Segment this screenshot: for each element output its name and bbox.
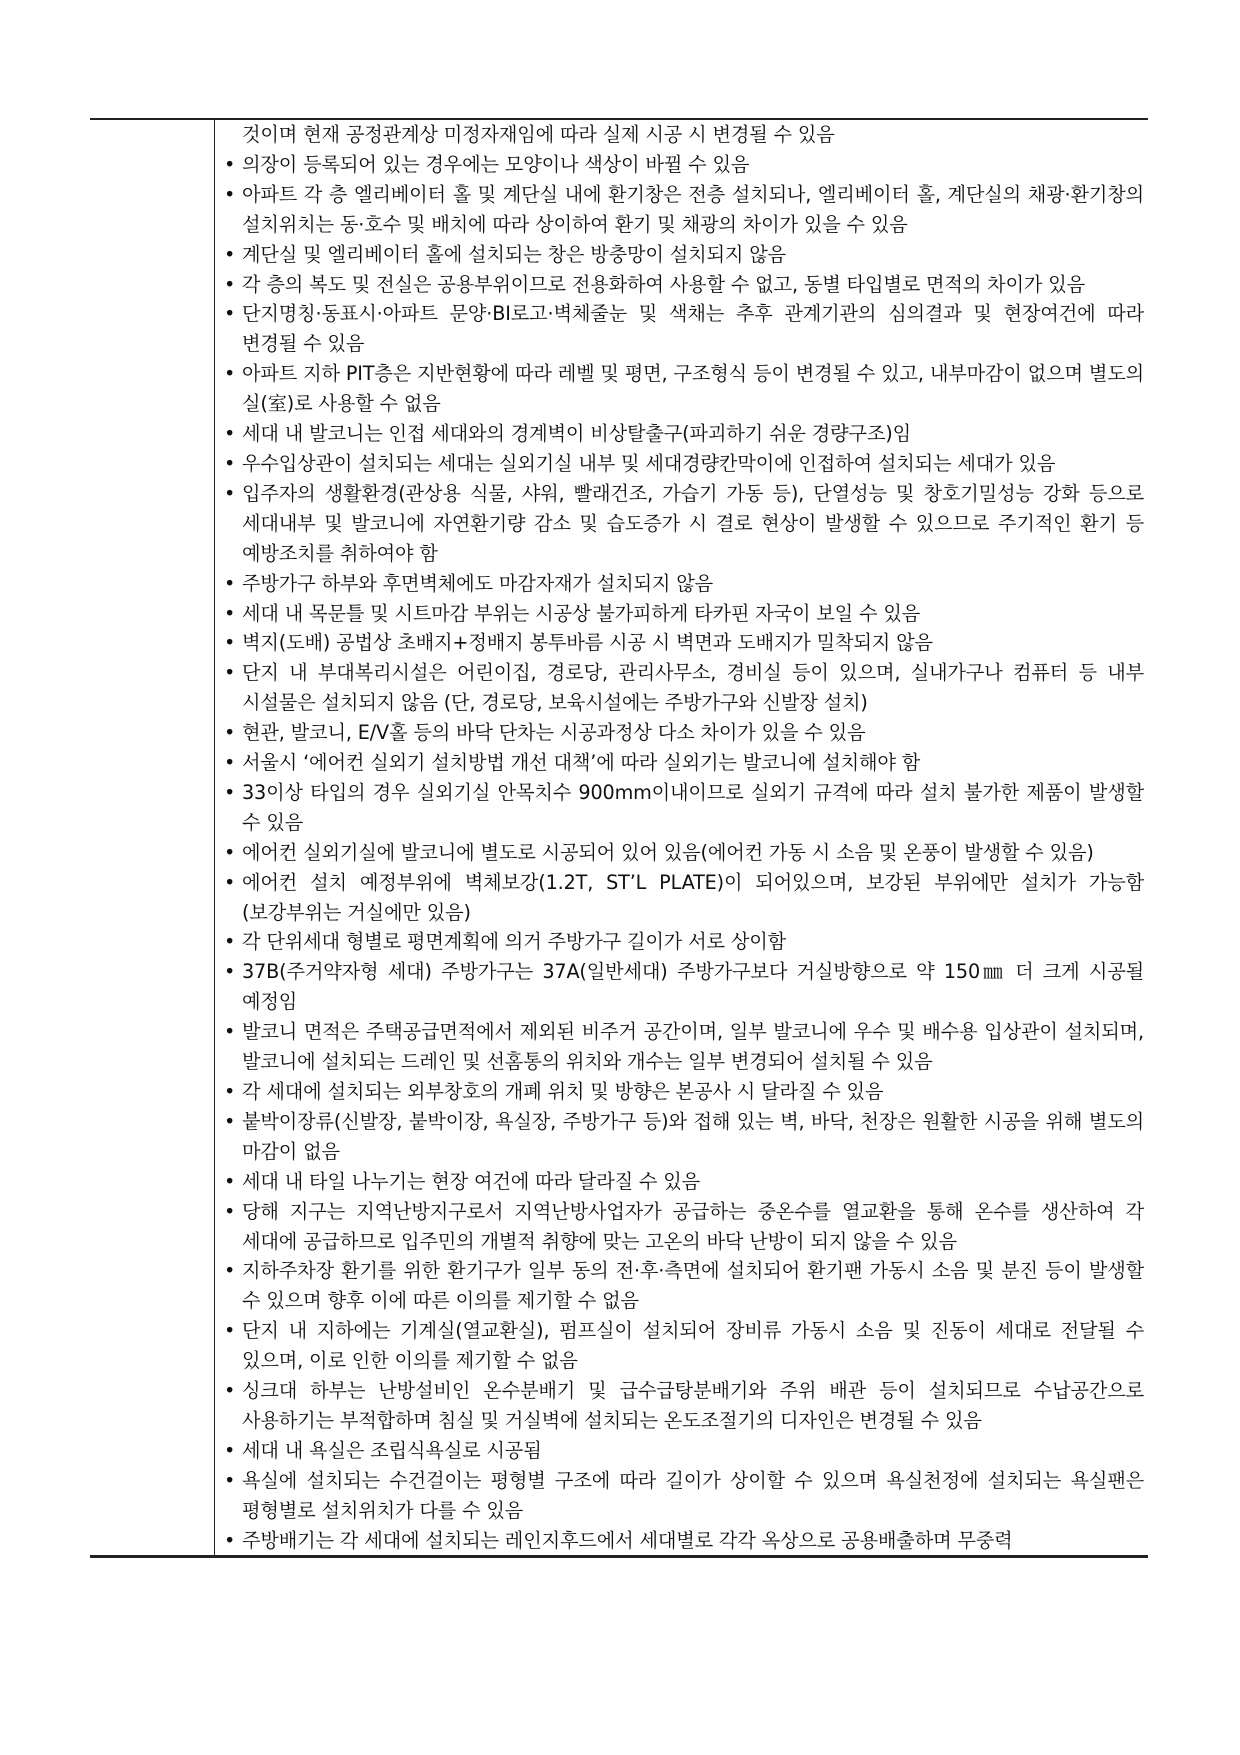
note-item: • 에어컨 설치 예정부위에 벽체보강(1.2T, ST’L PLATE)이 되어있으며, 보강된 부위에만 설치가 가능함 (보강부위는 거실에만 있음) — [224, 868, 1144, 928]
bullet: • — [224, 302, 236, 326]
note-item: • 단지 내 지하에는 기계실(열교환실), 펌프실이 설치되어 장비류 가동시 소음 및 진동이 세대로 전달될 수 있으며, 이로 인한 이의를 제기할 수 없음 — [224, 1316, 1144, 1376]
bullet: • — [224, 152, 236, 176]
bullet: • — [224, 1438, 236, 1462]
notes-content — [216, 120, 1144, 1555]
note-item: • 에어컨 실외기실에 발코니에 별도로 시공되어 있어 있음(에어컨 가동 시 소음 및 온풍이 발생할 수 있음) — [224, 838, 1144, 868]
note-item: • 서울시 ‘에어컨 실외기 설치방법 개선 대책’에 따라 실외기는 발코니에 설치해야 함 — [224, 748, 1144, 778]
bullet: • — [224, 242, 236, 266]
bullet: • — [224, 1528, 236, 1552]
bullet: • — [224, 451, 236, 475]
note-item: • 벽지(도배) 공법상 초배지+정배지 봉투바름 시공 시 벽면과 도배지가 밀착되지 않음 — [224, 628, 1144, 658]
note-item: • 지하주차장 환기를 위한 환기구가 일부 동의 전·후·측면에 설치되어 환기팬 가동시 소음 및 분진 등이 발생할 수 있으며 향후 이에 따른 이의를 제기할 수 없음 — [224, 1256, 1144, 1316]
bullet: • — [224, 1020, 236, 1044]
note-item: • 주방배기는 각 세대에 설치되는 레인지후드에서 세대별로 각각 옥상으로 공용배출하며 무중력 — [224, 1526, 1144, 1556]
note-item: • 의장이 등록되어 있는 경우에는 모양이나 색상이 바뀔 수 있음 — [224, 150, 1144, 180]
bullet: • — [224, 1468, 236, 1492]
note-item: • 단지명칭·동표시·아파트 문양·BI로고·벽체줄눈 및 색채는 추후 관계기관의 심의결과 및 현장여건에 따라 변경될 수 있음 — [224, 299, 1144, 359]
bullet: • — [224, 870, 236, 894]
note-continuation: 것이며 현재 공정관계상 미정자재임에 따라 실제 시공 시 변경될 수 있음 — [242, 123, 835, 146]
note-item: • 욕실에 설치되는 수건걸이는 평형별 구조에 따라 길이가 상이할 수 있으며 욕실천정에 설치되는 욕실팬은 평형별로 설치위치가 다를 수 있음 — [224, 1466, 1144, 1526]
bullet: • — [224, 272, 236, 296]
bullet: • — [224, 601, 236, 625]
notes-table — [90, 118, 1148, 1558]
note-item: • 각 단위세대 형별로 평면계획에 의거 주방가구 길이가 서로 상이함 — [224, 927, 1144, 957]
note-item: • 현관, 발코니, E/V홀 등의 바닥 단차는 시공과정상 다소 차이가 있을 수 있음 — [224, 718, 1144, 748]
bullet: • — [224, 1199, 236, 1223]
note-item: • 아파트 각 층 엘리베이터 홀 및 계단실 내에 환기창은 전층 설치되나, 엘리베이터 홀, 계단실의 채광·환기창의 설치위치는 동·호수 및 배치에 따라 상이하여 환기 및 채광의 차이가 있을 수 있음 — [224, 180, 1144, 240]
bullet: • — [224, 422, 236, 446]
bullet: • — [224, 1169, 236, 1193]
category-cell — [90, 120, 215, 1555]
bullet: • — [224, 930, 236, 954]
note-item: • 단지 내 부대복리시설은 어린이집, 경로당, 관리사무소, 경비실 등이 있으며, 실내가구나 컴퓨터 등 내부 시설물은 설치되지 않음 (단, 경로당, 보육시설에는 주방가구와 신발장 설치) — [224, 658, 1144, 718]
note-item: • 33이상 타입의 경우 실외기실 안목치수 900mm이내이므로 실외기 규격에 따라 설치 불가한 제품이 발생할 수 있음 — [224, 778, 1144, 838]
bullet: • — [224, 780, 236, 804]
bullet: • — [224, 751, 236, 775]
note-item: • 세대 내 타일 나누기는 현장 여건에 따라 달라질 수 있음 — [224, 1167, 1144, 1197]
bullet: • — [224, 362, 236, 386]
note-item: • 입주자의 생활환경(관상용 식물, 샤워, 빨래건조, 가습기 가동 등), 단열성능 및 창호기밀성능 강화 등으로 세대내부 및 발코니에 자연환기량 감소 및 습도증가 시 결로 현상이 발생할 수 있으므로 주기적인 환기 등 예방조치를 취하여야 함 — [224, 479, 1144, 569]
bullet: • — [224, 661, 236, 685]
note-item: • 37B(주거약자형 세대) 주방가구는 37A(일반세대) 주방가구보다 거실방향으로 약 150㎜ 더 크게 시공될 예정임 — [224, 957, 1144, 1017]
note-item: • 세대 내 발코니는 인접 세대와의 경계벽이 비상탈출구(파괴하기 쉬운 경량구조)임 — [224, 419, 1144, 449]
note-item: • 주방가구 하부와 후면벽체에도 마감자재가 설치되지 않음 — [224, 569, 1144, 599]
note-item: • 각 층의 복도 및 전실은 공용부위이므로 전용화하여 사용할 수 없고, 동별 타입별로 면적의 차이가 있음 — [224, 270, 1144, 300]
bullet: • — [224, 1319, 236, 1343]
bullet: • — [224, 840, 236, 864]
note-item: • 아파트 지하 PIT층은 지반현황에 따라 레벨 및 평면, 구조형식 등이 변경될 수 있고, 내부마감이 없으며 별도의 실(室)로 사용할 수 없음 — [224, 359, 1144, 419]
note-item: • 당해 지구는 지역난방지구로서 지역난방사업자가 공급하는 중온수를 열교환을 통해 온수를 생산하여 각 세대에 공급하므로 입주민의 개별적 취향에 맞는 고온의 바닥 난방이 되지 않을 수 있음 — [224, 1197, 1144, 1257]
note-item: • 계단실 및 엘리베이터 홀에 설치되는 창은 방충망이 설치되지 않음 — [224, 240, 1144, 270]
bullet: • — [224, 960, 236, 984]
note-item: • 싱크대 하부는 난방설비인 온수분배기 및 급수급탕분배기와 주위 배관 등이 설치되므로 수납공간으로 사용하기는 부적합하며 침실 및 거실벽에 설치되는 온도조절기의 디자인은 변경될 수 있음 — [224, 1376, 1144, 1436]
bullet: • — [224, 631, 236, 655]
bullet: • — [224, 721, 236, 745]
note-item: • 세대 내 욕실은 조립식욕실로 시공됨 — [224, 1436, 1144, 1466]
bullet: • — [224, 1080, 236, 1103]
note-item: • 붙박이장류(신발장, 붙박이장, 욕실장, 주방가구 등)와 접해 있는 벽, 바닥, 천장은 원활한 시공을 위해 별도의 마감이 없음 — [224, 1107, 1144, 1167]
bullet: • — [224, 182, 236, 206]
note-item: • 각 세대에 설치되는 외부창호의 개폐 위치 및 방향은 본공사 시 달라질 수 있음 — [224, 1077, 1144, 1107]
bullet: • — [224, 1379, 236, 1403]
bullet: • — [224, 1259, 236, 1283]
note-item: • 세대 내 목문틀 및 시트마감 부위는 시공상 불가피하게 타카핀 자국이 보일 수 있음 — [224, 599, 1144, 629]
bullet: • — [224, 481, 236, 505]
note-item: • 우수입상관이 설치되는 세대는 실외기실 내부 및 세대경량칸막이에 인접하여 설치되는 세대가 있음 — [224, 449, 1144, 479]
bullet: • — [224, 1109, 236, 1133]
bullet: • — [224, 571, 236, 595]
note-item: • 발코니 면적은 주택공급면적에서 제외된 비주거 공간이며, 일부 발코니에 우수 및 배수용 입상관이 설치되며, 발코니에 설치되는 드레인 및 선홈통의 위치와 개수는 일부 변경되어 설치될 수 있음 — [224, 1017, 1144, 1077]
